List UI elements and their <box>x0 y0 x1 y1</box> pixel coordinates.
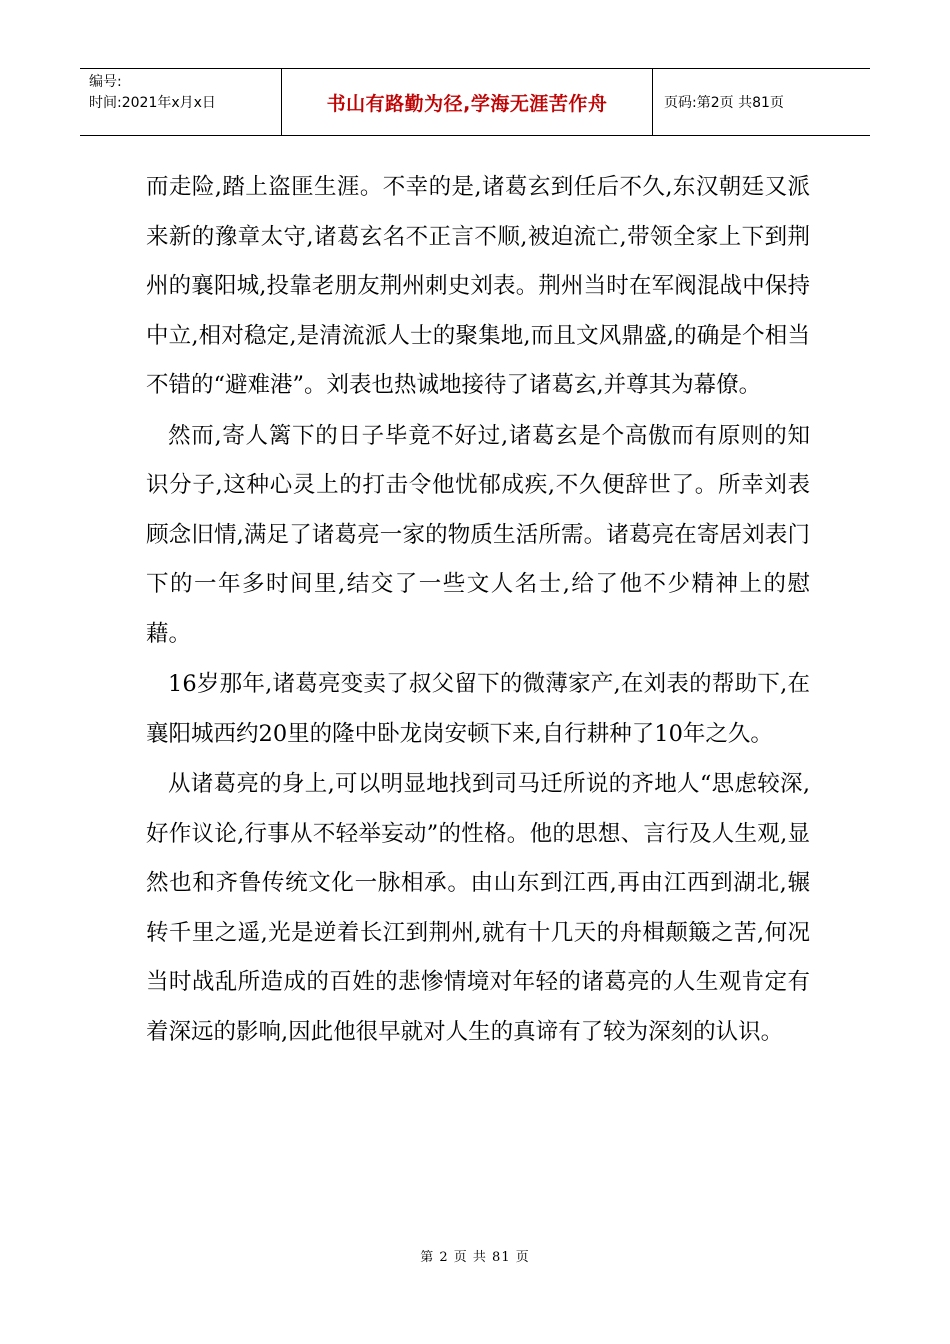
paragraph: 然而,寄人篱下的日子毕竟不好过,诸葛玄是个高傲而有原则的知识分子,这种心灵上的打击令他忧郁成疾,不久便辞世了。所幸刘表顾念旧情,满足了诸葛亮一家的物质生活所需。诸葛亮在寄居刘表门下的一年多时间里,结交了一些文人名士,给了他不少精神上的慰藉。 <box>146 422 810 647</box>
page-header <box>80 68 870 136</box>
header-meta <box>80 69 282 135</box>
page-number-label: 页码:第2页 共81页 <box>664 95 784 111</box>
header-page <box>653 69 870 135</box>
doc-time-label: 时间:2021年x月x日 <box>89 95 216 111</box>
page-footer <box>0 1246 950 1265</box>
document-body <box>146 163 810 1057</box>
paragraph: 而走险,踏上盗匪生涯。不幸的是,诸葛玄到任后不久,东汉朝廷又派来新的豫章太守,诸葛玄名不正言不顺,被迫流亡,带领全家上下到荆州的襄阳城,投靠老朋友荆州刺史刘表。荆州当时在军阀混战中保持中立,相对稳定,是清流派人士的聚集地,而且文风鼎盛,的确是个相当不错的“避难港”。刘表也热诚地接待了诸葛玄,并尊其为幕僚。 <box>146 174 810 398</box>
doc-number-label: 编号: <box>89 74 122 90</box>
paragraph: 16岁那年,诸葛亮变卖了叔父留下的微薄家产,在刘表的帮助下,在襄阳城西约20里的隆中卧龙岗安顿下来,自行耕种了10年之久。 <box>146 671 810 747</box>
motto-text: 书山有路勤为径,学海无涯苦作舟 <box>326 92 608 115</box>
paragraph: 从诸葛亮的身上,可以明显地找到司马迁所说的齐地人“思虑较深,好作议论,行事从不轻举妄动”的性格。他的思想、言行及人生观,显然也和齐鲁传统文化一脉相承。由山东到江西,再由江西到湖北,辗转千里之遥,光是逆着长江到荆州,就有十几天的舟楫颠簸之苦,何况当时战乱所造成的百姓的悲惨情境对年轻的诸葛亮的人生观肯定有着深远的影响,因此他很早就对人生的真谛有了较为深刻的认识。 <box>146 771 810 1045</box>
footer-page-number: 第 2 页 共 81 页 <box>420 1250 530 1265</box>
header-motto <box>282 69 653 135</box>
